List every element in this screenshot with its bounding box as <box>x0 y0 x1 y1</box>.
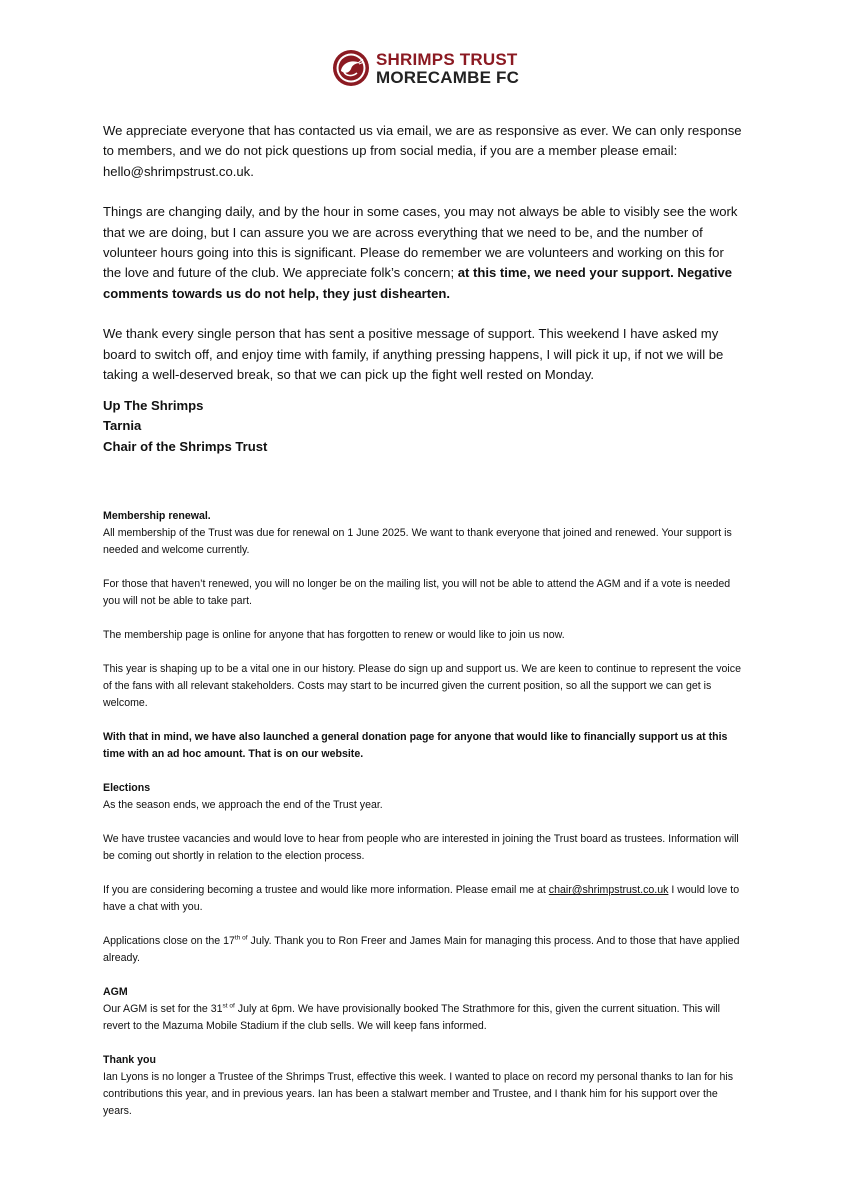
updates-section <box>103 508 748 1120</box>
agm-paragraph <box>103 1001 748 1035</box>
thanks-paragraph: Ian Lyons is no longer a Trustee of the Shrimps Trust, effective this week. I wanted to place on record my personal thanks to Ian for his contributions this year, and in previous years. Ian has been a stalwart member and Trustee, and I thank him for his support over the years. <box>103 1071 734 1117</box>
trust-logo <box>332 49 522 91</box>
logo-title: SHRIMPS TRUST <box>376 50 518 69</box>
letter-body <box>103 121 743 385</box>
signature-block <box>103 396 267 457</box>
membership-paragraph: The membership page is online for anyone that has forgotten to renew or would like to join us now. <box>103 629 565 641</box>
membership-paragraph: This year is shaping up to be a vital one in our history. Please do sign up and support us. We are keen to continue to represent the voice of the fans with all relevant stakeholders. Costs may start to be incurred given the current position, so all the support we can get is welcome. <box>103 663 741 709</box>
agm-text: July at 6pm. We have provisionally booked The Strathmore for this, given the current situation. This will revert to the Mazuma Mobile Stadium if the club sells. We will keep fans informed. <box>103 1003 721 1032</box>
agm-text: Our AGM is set for the 31 <box>103 1003 223 1015</box>
signatory-title: Chair of the Shrimps Trust <box>103 438 268 454</box>
letter-paragraph <box>103 202 743 304</box>
membership-paragraph: For those that haven’t renewed, you will no longer be on the mailing list, you will not be able to attend the AGM and if a vote is needed you will not be able to take part. <box>103 578 731 607</box>
letter-text: Things are changing daily, and by the hour in some cases, you may not always be able to visibly see the work that we are doing, but I can assure you we are across everything that we need to be, and the number of volunteer hours going into this is significant. Please do remember we are volunteers and working on this for the love and future of the club. We appreciate folk’s concern; <box>103 204 738 281</box>
agm-heading: AGM <box>103 986 128 998</box>
elections-text: If you are considering becoming a trustee and would like more information. Please email me at <box>103 884 549 896</box>
sign-off: Up The Shrimps <box>103 398 204 413</box>
elections-paragraph <box>103 882 748 916</box>
donation-paragraph: With that in mind, we have also launched a general donation page for anyone that would like to financially support us at this time with an ad hoc amount. That is on our website. <box>103 731 728 760</box>
elections-heading: Elections <box>103 782 151 794</box>
elections-text: Applications close on the 17 <box>103 935 235 947</box>
date-suffix: th of <box>234 934 248 942</box>
elections-paragraph <box>103 933 748 967</box>
elections-text: July. Thank you to Ron Freer and James Main for managing this process. And to those that have applied already. <box>103 935 740 964</box>
elections-paragraph: As the season ends, we approach the end of the Trust year. <box>103 799 383 811</box>
shrimp-emblem-icon <box>332 49 370 87</box>
letter-paragraph: We appreciate everyone that has contacted us via email, we are as responsive as ever. We can only response to members, and we do not pick questions up from social media, if you are a member please email: hello@shrimpstrust.co.uk. <box>103 123 742 179</box>
signatory-name: Tarnia <box>103 418 142 434</box>
thanks-heading: Thank you <box>103 1054 156 1066</box>
date-suffix: st of <box>222 1002 235 1010</box>
elections-text: I would love to have a chat with you. <box>103 884 740 913</box>
membership-paragraph: All membership of the Trust was due for renewal on 1 June 2025. We want to thank everyone that joined and renewed. Your support is needed and welcome currently. <box>103 527 732 556</box>
chair-email-link[interactable]: chair@shrimpstrust.co.uk <box>548 884 669 896</box>
elections-paragraph: We have trustee vacancies and would love to hear from people who are interested in joining the Trust board as trustees. Information will be coming out shortly in relation to the election process. <box>103 833 739 862</box>
letter-emphasis: at this time, we need your support. Negative comments towards us do not help, they just dishearten. <box>103 265 733 301</box>
logo-subtitle: MORECAMBE FC <box>376 68 520 87</box>
letter-paragraph: We thank every single person that has sent a positive message of support. This weekend I have asked my board to switch off, and enjoy time with family, if anything pressing happens, I will pick it up, if not we will be taking a well-deserved break, so that we can pick up the fight well rested on Monday. <box>103 326 724 383</box>
membership-heading: Membership renewal. <box>103 510 211 522</box>
